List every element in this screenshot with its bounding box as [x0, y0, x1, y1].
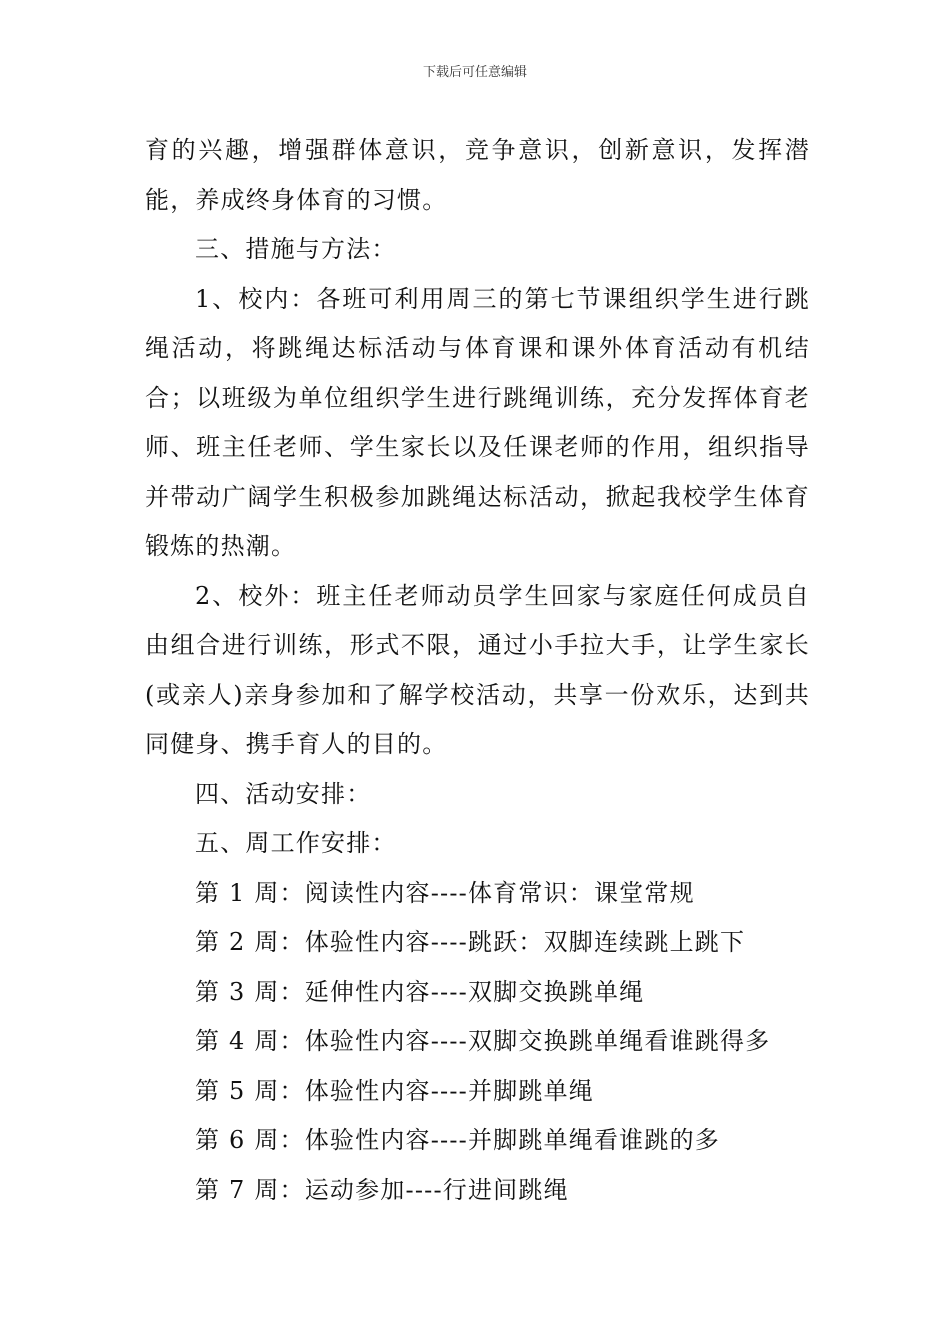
list-item: 第 3 周：延伸性内容----双脚交换跳单绳 — [195, 977, 645, 1006]
list-item: 第 1 周：阅读性内容----体育常识：课堂常规 — [195, 878, 695, 907]
section-heading-weekly-plan: 五、周工作安排： — [195, 829, 397, 857]
list-item: 第 4 周：体验性内容----双脚交换跳单绳看谁跳得多 — [195, 1027, 771, 1055]
list-item: 第 5 周：体验性内容----并脚跳单绳 — [195, 1076, 594, 1105]
section-heading-activities: 四、活动安排： — [195, 779, 372, 808]
paragraph-continuation: 育的兴趣，增强群体意识，竞争意识，创新意识，发挥潜能，养成终身体育的习惯。 — [145, 136, 810, 214]
section-heading-measures: 三、措施与方法： — [195, 235, 397, 263]
weekly-schedule-list — [145, 869, 810, 1216]
page-header: 下载后可任意编辑 — [422, 65, 527, 80]
list-item: 第 7 周：运动参加----行进间跳绳 — [195, 1175, 569, 1204]
paragraph-on-campus: 1、校内：各班可利用周三的第七节课组织学生进行跳绳活动，将跳绳达标活动与体育课和课外体育活动有机结合；以班级为单位组织学生进行跳绳训练，充分发挥体育老师、班主任老师、学生家长以及任课老师的作用，组织指导并带动广阔学生积极参加跳绳达标活动，掀起我校学生体育锻炼的热潮。 — [145, 284, 810, 560]
list-item: 第 6 周：体验性内容----并脚跳单绳看谁跳的多 — [195, 1126, 720, 1154]
document-body — [145, 126, 810, 1215]
paragraph-off-campus: 2、校外：班主任老师动员学生回家与家庭任何成员自由组合进行训练，形式不限，通过小手拉大手，让学生家长(或亲人)亲身参加和了解学校活动，共享一份欢乐，达到共同健身、携手育人的目的。 — [145, 581, 810, 758]
list-item: 第 2 周：体验性内容----跳跃：双脚连续跳上跳下 — [195, 928, 746, 956]
